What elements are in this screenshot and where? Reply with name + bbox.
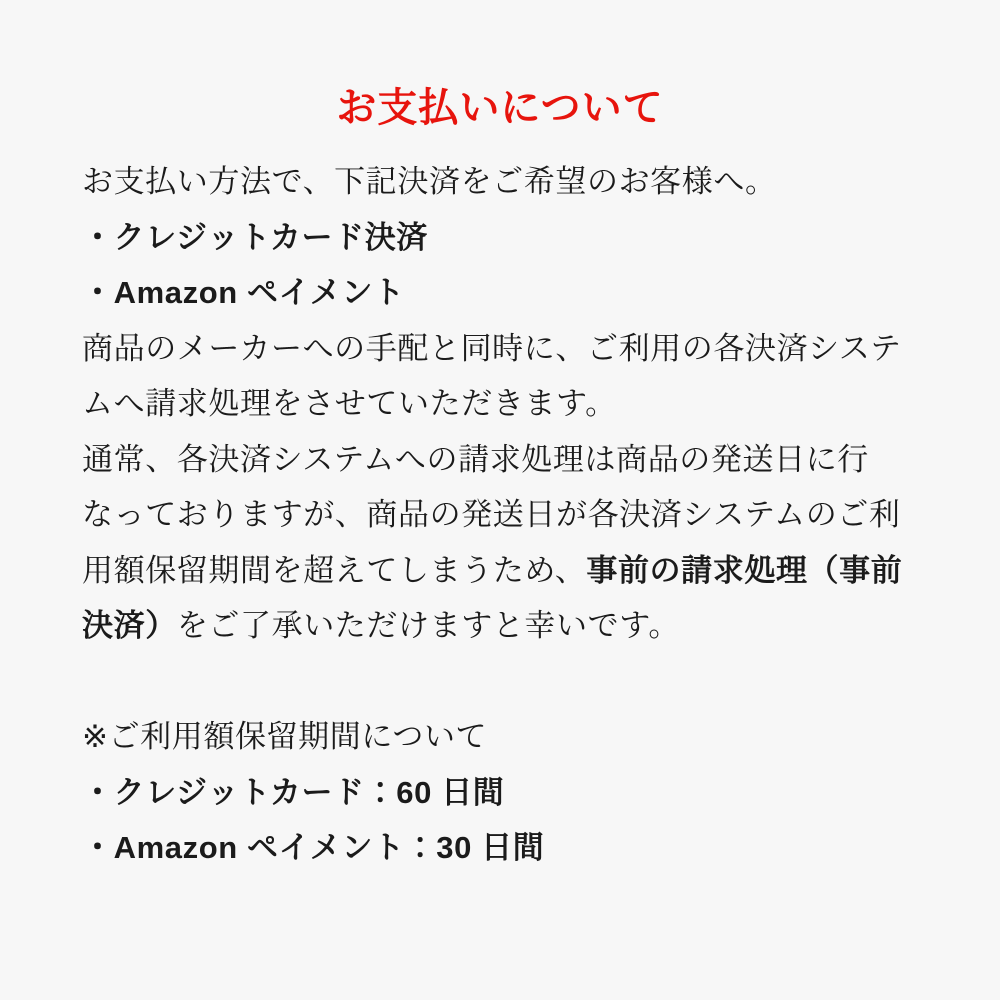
text-line [82,154,940,210]
text-segment: をご了承いただけますと幸いです。 [176,608,680,643]
text-segment: 用額保留期間を超えてしまうため、 [82,552,587,588]
text-segment: ・Amazon ペイメント [82,275,405,310]
text-segment: ・Amazon ペイメント：30 日間 [82,830,545,865]
text-line [82,210,940,266]
text-line [82,598,940,654]
text-segment: 通常、各決済システムへの請求処理は商品の発送日に行 [82,441,869,477]
text-segment: お支払い方法で、下記決済をご希望のお客様へ。 [82,164,777,199]
text-segment: 決済） [82,608,177,643]
text-line [82,487,940,543]
text-line [82,432,940,488]
text-segment: 事前の請求処理（事前 [586,552,903,588]
text-line [82,709,940,765]
text-line [82,376,940,432]
text-line [82,321,940,377]
text-segment: なっておりますが、商品の発送日が各決済システムのご利 [82,497,901,532]
text-line [82,765,940,821]
text-segment: ・クレジットカード決済 [82,219,428,255]
text-line [82,543,940,599]
text-line [82,820,940,876]
body-text [82,154,940,876]
text-segment: 商品のメーカーへの手配と同時に、ご利用の各決済システ [82,330,902,366]
text-segment: ・クレジットカード：60 日間 [82,774,505,810]
text-line [82,654,940,710]
page-title: お支払いについて [336,86,664,130]
text-segment: ムへ請求処理をさせていただきます。 [82,386,617,421]
text-segment: ※ご利用額保留期間について [82,719,488,754]
text-line [82,265,940,321]
